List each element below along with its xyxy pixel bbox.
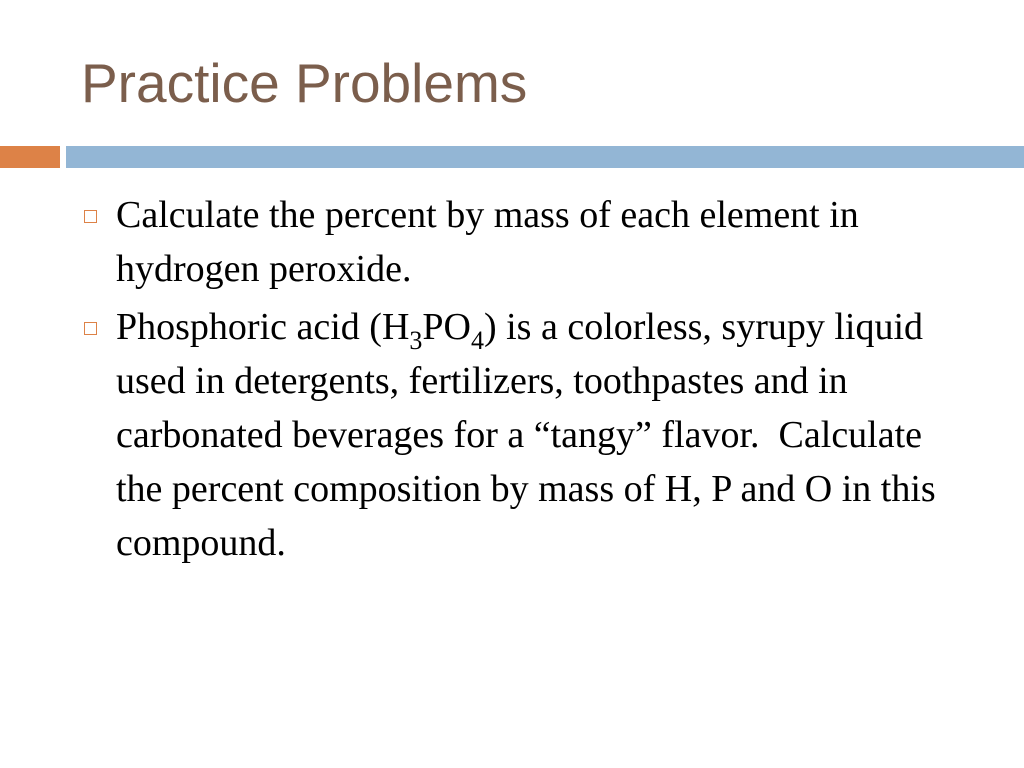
subscript-3: 3	[409, 326, 423, 355]
subscript-4: 4	[470, 326, 484, 355]
accent-bar-orange	[0, 146, 60, 168]
bullet-text-start: Phosphoric acid (H	[116, 306, 410, 348]
accent-bar-blue	[66, 146, 1024, 168]
slide-title: Practice Problems	[81, 52, 528, 114]
bullet-text-end: ) is a colorless, syrupy liquid used in detergents, fertilizers, toothpastes and in carbonated beverages for a “tangy” flavor. Calculate the percent composition by mass of H, P and O in this compound.	[116, 306, 936, 564]
square-bullet-icon	[84, 322, 97, 335]
bullet-text-middle: PO	[422, 306, 471, 348]
bullet-list	[80, 188, 960, 574]
bullet-text: Calculate the percent by mass of each element in hydrogen peroxide.	[116, 194, 859, 290]
bullet-item	[80, 300, 960, 570]
bullet-item	[80, 188, 960, 296]
square-bullet-icon	[84, 210, 97, 223]
